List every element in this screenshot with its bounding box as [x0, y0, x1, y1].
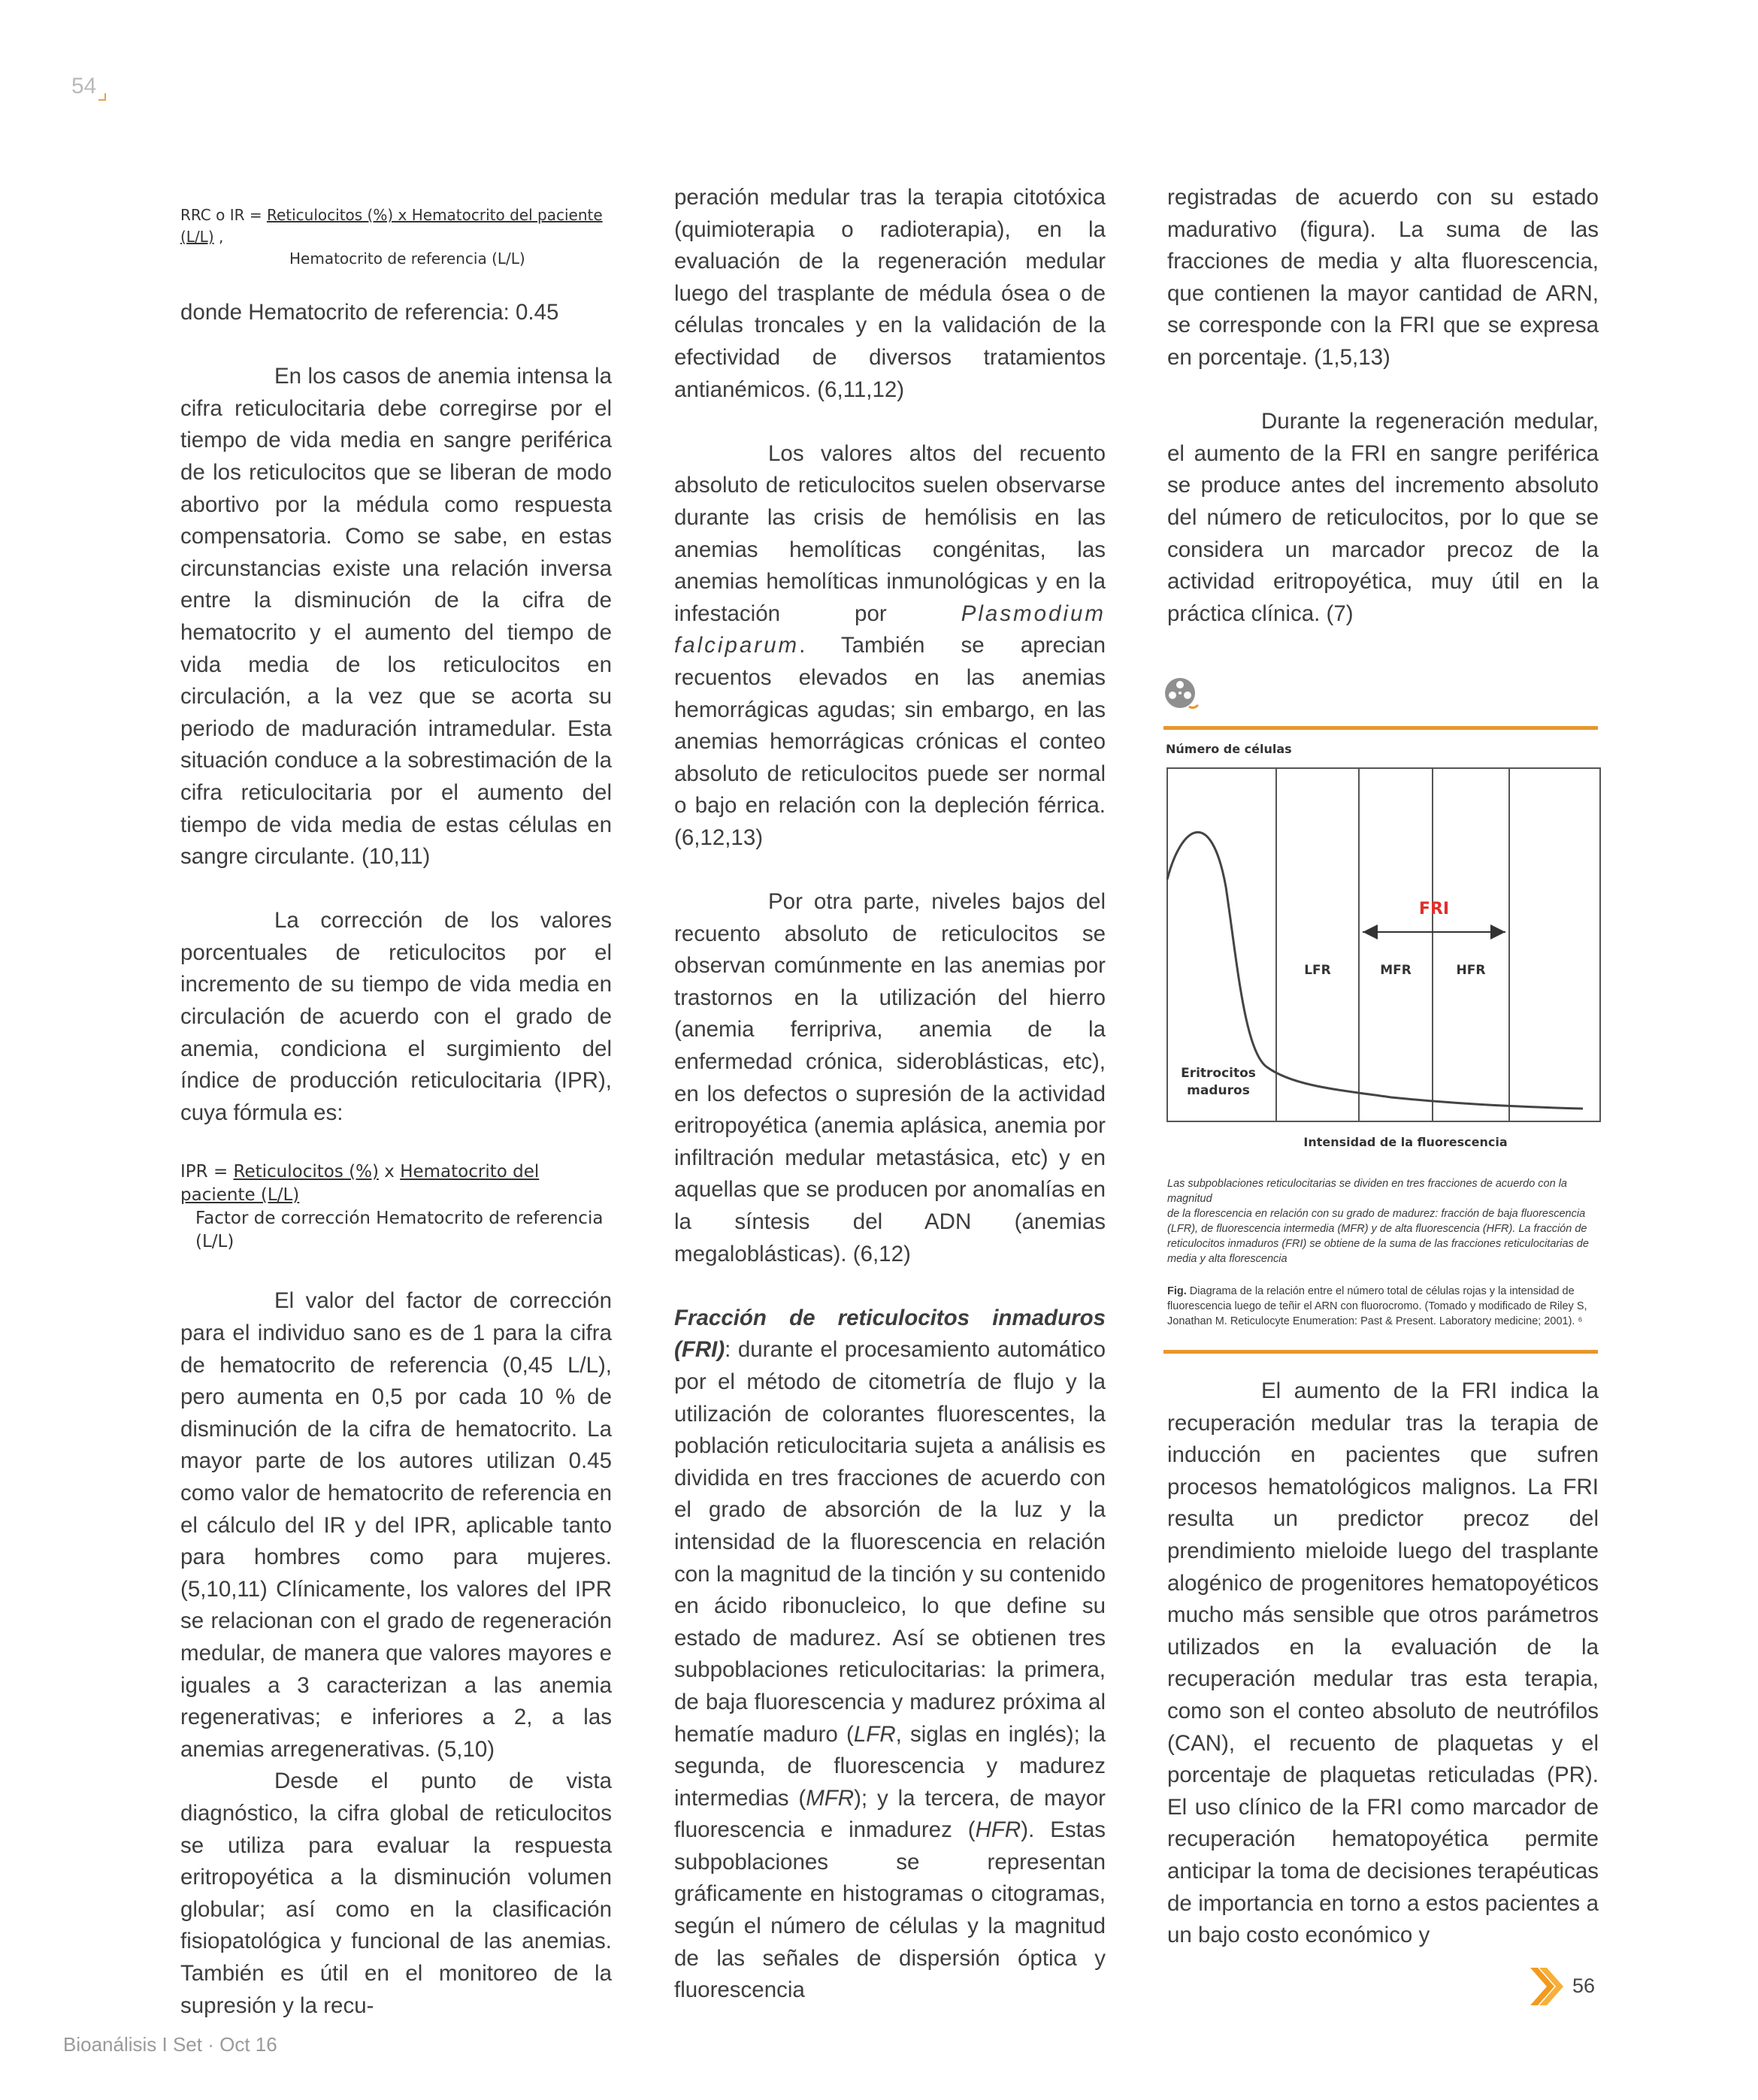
formula-lhs: IPR =	[180, 1162, 234, 1182]
text: ); y la tercera, de mayor fluorescencia e inmadurez (	[674, 1785, 1106, 1843]
figure-source-caption	[1167, 1284, 1597, 1329]
caption-line: Jonathan M. Reticulocyte Enumeration: Past & Present. Laboratory medicine; 2001). ⁶	[1167, 1315, 1583, 1327]
caption-line: de la florescencia en relación con su grado de madurez: fracción de baja fluorescencia	[1167, 1208, 1586, 1220]
fri-diagram	[1166, 767, 1603, 1157]
next-page-chevron-icon	[1530, 1968, 1563, 2005]
paragraph: Durante la regeneración medular, el aumento de la FRI en sangre periférica se produce antes del incremento absoluto del número de reticulocitos, por lo que se considera un marcador precoz de la actividad eritropoyética, muy útil en la práctica clínica. (7)	[1167, 409, 1599, 626]
paragraph: En los casos de anemia intensa la cifra reticulocitaria debe corregirse por el tiempo de vida media en sangre periférica de los reticulocitos que se liberan de modo abortivo por la médula como respuesta compensatoria. Como se sabe, en estas circunstancias existe una relación inversa entre la disminución de la cifra de hematocrito y el aumento del tiempo de vida media de los reticulocitos en circulación, a la vez que se acorta su periodo de maduración intramedular. Esta situación conduce a la sobrestimación de la cifra reticulocitaria por el aumento del tiempo de vida media de estas células en sangre circulante. (10,11)	[180, 364, 612, 870]
abbr-hfr: HFR	[975, 1817, 1021, 1843]
formula-numerator-a: Reticulocitos (%)	[233, 1162, 379, 1182]
text: durante el procesamiento automático por el método de citometría de flujo y la utilización de colorantes fluorescentes, la población reticulocitaria sujeta a análisis es dividida en tres fracciones de acuerdo con el grado de absorción de la luz y la intensidad de la fluorescencia en relación con la magnitud de la tinción y su contenido en ácido ribonucleico, lo que define su estado de madurez. Así se obtienen tres subpoblaciones reticulocitarias: la primera, de baja fluorescencia y madurez próxima al hematíe maduro (	[674, 1337, 1106, 1747]
film-reel-icon	[1163, 675, 1200, 711]
maduros-label: maduros	[1187, 1083, 1250, 1098]
publication-footer: Bioanálisis I Set · Oct 16	[63, 2033, 277, 2056]
figure-bottom-rule	[1163, 1350, 1598, 1354]
page-number-bottom: 56	[1572, 1974, 1596, 1997]
fig-label: Fig.	[1167, 1285, 1187, 1297]
paragraph	[674, 438, 1106, 855]
text: :	[725, 1337, 731, 1363]
column-3	[1167, 185, 1599, 630]
formula-trail: ,	[213, 228, 224, 246]
caption-line: Diagrama de la relación entre el número total de células rojas y la intensidad de	[1186, 1285, 1575, 1297]
formula-mid: x	[378, 1162, 401, 1182]
rrc-formula	[180, 204, 612, 270]
page-number-top: 54	[71, 74, 97, 98]
paragraph: El valor del factor de corrección para el individuo sano es de 1 para la cifra de hematocrito de referencia (0,45 L/L), pero aumenta en 0,5 por cada 10 % de disminución de la cifra de hematocrito. La mayor parte de los autores utilizan 0.45 como valor de hematocrito de referencia en el cálculo del IR y del IPR, aplicable tanto para hombres como para mujeres. (5,10,11) Clínicamente, los valores del IPR se relacionan con el grado de regeneración medular, de manera que valores mayores e iguales a 3 caracterizan a las anemia regenerativas; e inferiores a 2, a las anemias arregenerativas. (5,10)	[180, 1288, 612, 1762]
figure-y-label: Número de células	[1166, 742, 1292, 756]
hfr-label: HFR	[1456, 963, 1486, 978]
paragraph: registradas de acuerdo con su estado madurativo (figura). La suma de las fracciones de media y alta fluorescencia, que contienen la mayor cantidad de ARN, se corresponde con la FRI que se expresa en porcentaje. (1,5,13)	[1167, 185, 1599, 370]
fri-label: FRI	[1418, 900, 1450, 918]
paragraph: El aumento de la FRI indica la recuperación medular tras la terapia de inducción en pacientes que sufren procesos hematológicos malignos. La FRI resulta un predictor precoz del prendimiento mieloide luego del trasplante alogénico de progenitores hematopoyéticos mucho más sensible que otros parámetros utilizados en la evaluación de la recuperación medular tras esta terapia, como son el conteo absoluto de neutrófilos (CAN), el recuento de plaquetas y el porcentaje de plaquetas reticuladas (PR). El uso clínico de la FRI como marcador de recuperación hematopoyética permite anticipar la toma de decisiones terapéuticas de importancia en torno a estos pacientes a un bajo costo económico y	[1167, 1378, 1599, 1948]
text: ). Estas subpoblaciones se representan gráficamente en histogramas o citogramas, según el número de células y la magnitud de las señales de dispersión óptica y fluorescencia	[674, 1817, 1106, 2003]
figure-caption	[1167, 1176, 1597, 1266]
figure-x-label: Intensidad de la fluorescencia	[1303, 1135, 1508, 1149]
column-3-continued	[1167, 1375, 1599, 1952]
caption-line: media y alta florescencia	[1167, 1253, 1287, 1265]
paragraph: La corrección de los valores porcentuales de reticulocitos por el incremento de su tiempo de vida media en circulación de acuerdo con el grado de anemia, condiciona el surgimiento del índice de producción reticulocitaria (IPR), cuya fórmula es:	[180, 908, 612, 1125]
caption-line: (LFR), de fluorescencia intermedia (MFR) y de alta fluorescencia (HFR). La fracción de	[1167, 1223, 1587, 1235]
formula-lhs: RRC o IR =	[180, 206, 267, 224]
caption-line: Las subpoblaciones reticulocitarias se dividen en tres fracciones de acuerdo con la magnitud	[1167, 1178, 1567, 1205]
mfr-label: MFR	[1380, 963, 1412, 978]
caption-line: reticulocitos inmaduros (FRI) se obtiene de la suma de las fracciones reticulocitarias de	[1167, 1238, 1589, 1250]
formula-numerator-b: Hematocrito del paciente (L/L)	[180, 1162, 540, 1206]
text: . También se aprecian recuentos elevados en las anemias hemorrágicas agudas; sin embargo, en las anemias hemorrágicas crónicas el conteo absoluto de reticulocitos puede ser normal o bajo en relación con la depleción férrica. (6,12,13)	[674, 633, 1106, 850]
species-name: Plasmodium falciparum	[674, 601, 1106, 658]
section-title: Fracción de reticulocitos inmaduros (FRI)	[674, 1305, 1106, 1363]
paragraph	[674, 1303, 1106, 2007]
column-2	[674, 185, 1106, 2007]
abbr-lfr: LFR	[853, 1721, 896, 1747]
lfr-label: LFR	[1304, 963, 1331, 978]
paragraph: Por otra parte, niveles bajos del recuento absoluto de reticulocitos se observan comúnmente en las anemias por trastornos en la utilización del hierro (anemia ferripriva, anemia de la enfermedad crónica, sideroblásticas, etc), en los defectos o supresión de la actividad eritropoyética (anemia aplásica, anemia por infiltración medular metastásica, etc) y en aquellas que se producen por anomalías en la síntesis del ADN (anemias megaloblásticas). (6,12)	[674, 889, 1106, 1266]
paragraph: Desde el punto de vista diagnóstico, la cifra global de reticulocitos se utiliza para evaluar la respuesta eritropoyética a la disminución volumen globular; así como en la clasificación fisiopatológica y funcional de las anemias. También es útil en el monitoreo de la supresión y la recu-	[180, 1769, 612, 2018]
caption-line: fluorescencia luego de teñir el ARN con fluorocromo. (Tomado y modificado de Riley S,	[1167, 1300, 1587, 1312]
eritrocitos-label: Eritrocitos	[1181, 1066, 1256, 1081]
formula-denominator: Factor de corrección Hematocrito de referencia (L/L)	[195, 1209, 604, 1252]
column-1	[180, 188, 612, 2022]
text: , siglas en inglés); la segunda, de fluorescencia y madurez intermedias (	[674, 1721, 1106, 1811]
paragraph: peración medular tras la terapia citotóxica (quimioterapia o radioterapia), en la evaluación de la regeneración medular luego del trasplante de médula ósea o de células troncales y en la validación de la efectividad de diversos tratamientos antianémicos. (6,11,12)	[674, 185, 1106, 402]
abbr-mfr: MFR	[806, 1785, 855, 1811]
formula-numerator: Reticulocitos (%) x Hematocrito del paciente (L/L)	[180, 206, 603, 246]
reference-note: donde Hematocrito de referencia: 0.45	[180, 300, 559, 325]
text: Los valores altos del recuento absoluto de reticulocitos suelen observarse durante las crisis de hemólisis en las anemias hemolíticas congénitas, las anemias hemolíticas inmunológicas y en la infestación por	[674, 440, 1106, 626]
ipr-formula	[180, 1160, 612, 1254]
formula-denominator: Hematocrito de referencia (L/L)	[289, 250, 525, 268]
figure-top-rule	[1163, 726, 1598, 730]
